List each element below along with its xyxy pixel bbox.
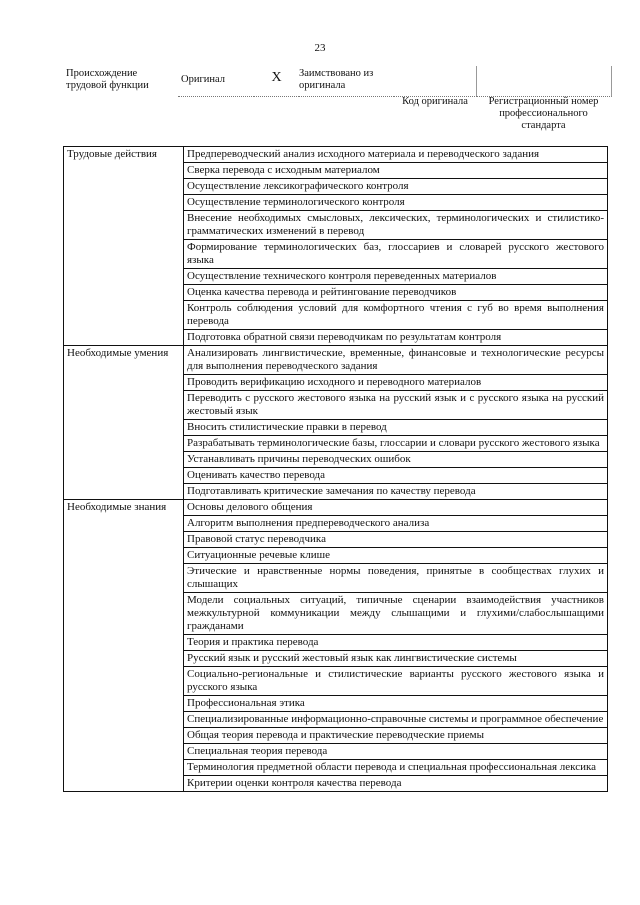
table-cell: Разрабатывать терминологические базы, глоссарии и словари русского жестового языка <box>184 436 608 452</box>
original-code-cell <box>394 66 477 97</box>
table-cell: Ситуационные речевые клише <box>184 548 608 564</box>
origin-label: Происхождение трудовой функции <box>66 68 149 91</box>
labor-function-table <box>63 146 608 792</box>
original-code-label: Код оригинала <box>402 96 468 107</box>
table-row <box>64 147 608 163</box>
table-cell: Этические и нравственные нормы поведения, принятые в сообществах глухих и слышащих <box>184 564 608 593</box>
table-row <box>64 346 608 375</box>
section-required-knowledge-label: Необходимые знания <box>64 500 184 792</box>
original-label: Оригинал <box>181 74 225 85</box>
table-cell: Внесение необходимых смысловых, лексических, терминологических и стилистико-грамматических изменений в перевод <box>184 211 608 240</box>
table-cell: Проводить верификацию исходного и переводного материалов <box>184 375 608 391</box>
table-cell: Модели социальных ситуаций, типичные сценарии взаимодействия участников межкультурной коммуникации между слышащими и глухими/слабослышащими гражданами <box>184 593 608 635</box>
table-cell: Терминология предметной области перевода и специальная профессиональная лексика <box>184 760 608 776</box>
original-mark-cell <box>254 66 299 97</box>
table-cell: Сверка перевода с исходным материалом <box>184 163 608 179</box>
table-cell: Оценка качества перевода и рейтингование переводчиков <box>184 285 608 301</box>
table-cell: Оценивать качество перевода <box>184 468 608 484</box>
table-cell: Теория и практика перевода <box>184 635 608 651</box>
table-cell: Социально-региональные и стилистические варианты русского жестового языка и русского языка <box>184 667 608 696</box>
table-cell: Специализированные информационно-справочные системы и программное обеспечение <box>184 712 608 728</box>
table-cell: Осуществление терминологического контроля <box>184 195 608 211</box>
table-row <box>64 500 608 516</box>
table-cell: Вносить стилистические правки в перевод <box>184 420 608 436</box>
table-cell: Основы делового общения <box>184 500 608 516</box>
table-cell: Осуществление лексикографического контроля <box>184 179 608 195</box>
original-mark: X <box>271 70 282 85</box>
borrowed-cell <box>299 66 394 97</box>
table-cell: Алгоритм выполнения предпереводческого анализа <box>184 516 608 532</box>
table-cell: Русский язык и русский жестовый язык как лингвистические системы <box>184 651 608 667</box>
original-cell <box>178 66 254 97</box>
table-cell: Контроль соблюдения условий для комфортного чтения с губ во время выполнения перевода <box>184 301 608 330</box>
borrowed-label: Заимствовано из оригинала <box>299 68 374 91</box>
section-required-skills-label: Необходимые умения <box>64 346 184 500</box>
registration-number-label: Регистрационный номер профессионального стандарта <box>488 96 599 131</box>
table-cell: Критерии оценки контроля качества перевода <box>184 776 608 792</box>
table-cell: Подготовка обратной связи переводчикам по результатам контроля <box>184 330 608 346</box>
table-cell: Устанавливать причины переводческих ошибок <box>184 452 608 468</box>
table-cell: Переводить с русского жестового языка на русский язык и с русского языка на русский жестовый язык <box>184 391 608 420</box>
table-cell: Специальная теория перевода <box>184 744 608 760</box>
table-cell: Общая теория перевода и практические переводческие приемы <box>184 728 608 744</box>
origin-block <box>66 66 611 131</box>
registration-number-cell <box>476 66 612 97</box>
table-cell: Подготавливать критические замечания по качеству перевода <box>184 484 608 500</box>
table-cell: Правовой статус переводчика <box>184 532 608 548</box>
section-labor-actions-label: Трудовые действия <box>64 147 184 346</box>
table-cell: Формирование терминологических баз, глоссариев и словарей русского жестового языка <box>184 240 608 269</box>
table-cell: Анализировать лингвистические, временные, финансовые и технологические ресурсы для выполнения переводческого задания <box>184 346 608 375</box>
table-cell: Профессиональная этика <box>184 696 608 712</box>
page-number: 23 <box>314 42 326 54</box>
table-cell: Осуществление технического контроля переведенных материалов <box>184 269 608 285</box>
table-cell: Предпереводческий анализ исходного материала и переводческого задания <box>184 147 608 163</box>
